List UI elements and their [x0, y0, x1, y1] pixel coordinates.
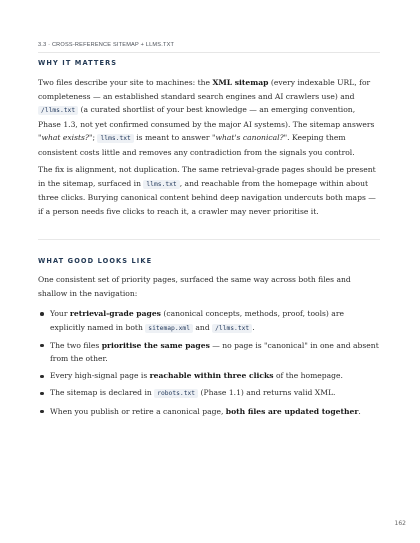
bullet-icon [40, 392, 44, 396]
code-llms-txt: llms.txt [97, 134, 133, 143]
running-head: 3.3 · CROSS-REFERENCE SITEMAP + LLMS.TXT [38, 42, 175, 48]
paragraph-two-files [38, 76, 380, 160]
list-item [38, 386, 380, 401]
italic-what-exists: "what exists?" [38, 133, 93, 143]
section-divider [38, 239, 380, 240]
text-run: is meant to answer [133, 133, 212, 143]
text-run: ; [92, 133, 98, 143]
bold-text: both files are updated together [225, 406, 359, 416]
code-sitemap-xml: sitemap.xml [145, 324, 193, 333]
bold-text: retrieval-grade pages [69, 309, 161, 318]
text-run: — no page is "canonical" in one and absent from the other. [50, 340, 379, 364]
bold-xml-sitemap: XML sitemap [212, 78, 269, 87]
text-run: Every high-signal page is [50, 371, 150, 381]
bold-text: prioritise the same pages [101, 340, 210, 350]
text-run: . [252, 322, 255, 332]
text-run: (every indexable URL, for completeness — an established standard search engines and AI crawlers use) and [38, 78, 371, 101]
code-robots-txt: robots.txt [154, 389, 198, 398]
bullet-icon [40, 410, 44, 414]
text-run: The two files [50, 340, 102, 350]
bullet-icon [40, 375, 44, 379]
text-run: Your [50, 309, 70, 318]
text-run: When you publish or retire a canonical page, [50, 406, 226, 416]
bold-text: reachable within three clicks [149, 371, 274, 381]
text-run: Two files describe your site to machines: the [38, 78, 213, 87]
list-item [38, 369, 380, 383]
text-run: and [192, 322, 213, 332]
text-run: (Phase 1.1) and returns valid XML. [198, 388, 336, 398]
code-llms-txt: /llms.txt [212, 324, 252, 333]
italic-whats-canonical: "what's canonical?" [211, 133, 288, 143]
text-run: . Keeping them consistent costs little and removes any contradiction from the signals you control. [38, 133, 355, 157]
text-run: of the homepage. [273, 371, 343, 381]
text-run: The fix is alignment, not duplication. The same retrieval-grade pages should be present in the sitemap, surfaced in [38, 165, 376, 188]
section-heading-good: WHAT GOOD LOOKS LIKE [38, 257, 153, 265]
bullet-icon [40, 312, 44, 316]
text-run: (a curated shortlist of your best knowledge — an emerging convention, Phase 1.3, not yet confirmed consumed by the major AI systems). The sitemap answers [38, 105, 375, 129]
list-item [38, 405, 380, 419]
text-run: . [358, 406, 361, 416]
list-item [38, 339, 380, 366]
paragraph-intro: One consistent set of priority pages, surfaced the same way across both files and shallow in the navigation: [38, 275, 351, 298]
bullet-icon [40, 344, 44, 348]
bullet-list [38, 307, 380, 422]
page-number: 162 [394, 520, 406, 527]
code-llms-txt: /llms.txt [38, 106, 78, 115]
header-divider [38, 52, 380, 53]
list-item [38, 307, 380, 335]
text-run: (canonical concepts, methods, proof, tools) are explicitly named in both [50, 309, 344, 332]
code-llms-txt: llms.txt [143, 180, 179, 189]
section-heading-why: WHY IT MATTERS [38, 59, 118, 67]
text-run: The sitemap is declared in [50, 388, 155, 398]
paragraph-alignment [38, 163, 380, 218]
text-run: , and reachable from the homepage within about three clicks. Burying canonical content behind deep navigation undercuts both maps — if a person needs five clicks to reach it, a crawler may never prioritise it. [38, 178, 376, 216]
